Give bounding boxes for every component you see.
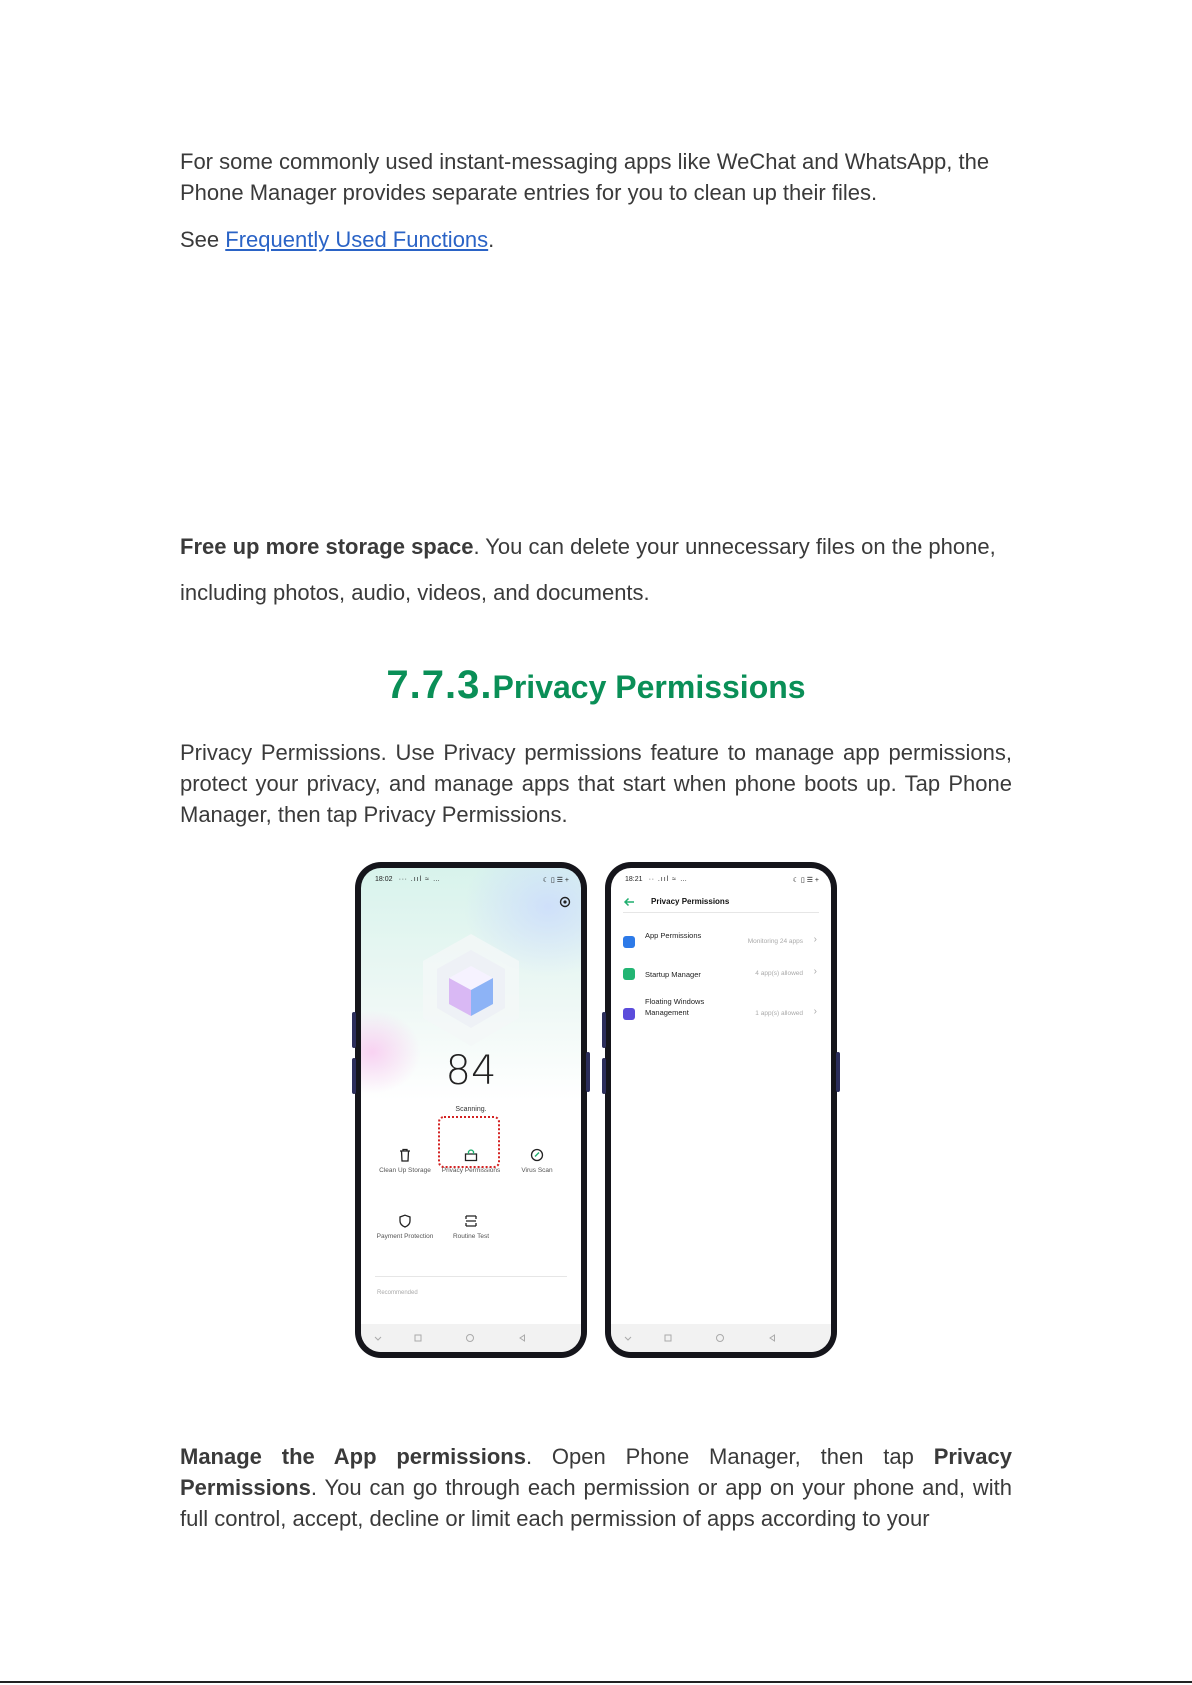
status-battery: ☾ ▯ ☰ + — [792, 877, 819, 884]
volume-button — [352, 1012, 356, 1048]
screen-title: Privacy Permissions — [651, 897, 730, 906]
volume-button — [352, 1058, 356, 1094]
back-icon[interactable] — [517, 1333, 527, 1343]
perm-label: App Permissions — [645, 931, 702, 940]
intro-paragraph — [180, 146, 1012, 208]
intro-text: For some commonly used instant-messaging apps like WeChat and WhatsApp, the Phone Manager provides separate entries for you to clean up their files. — [180, 149, 990, 205]
manage-paragraph — [180, 1441, 1012, 1534]
routine-test-icon — [464, 1214, 478, 1228]
status-bar — [625, 876, 819, 886]
perm-status: Monitoring 24 apps — [747, 938, 803, 945]
volume-button — [602, 1058, 606, 1094]
manage-bold-2: Privacy Permissions — [180, 1444, 1012, 1500]
recents-icon[interactable] — [413, 1333, 423, 1343]
section-heading — [0, 660, 1192, 719]
virus-scan-icon — [530, 1148, 544, 1162]
chevron-down-icon[interactable] — [623, 1333, 633, 1343]
trash-icon — [398, 1148, 412, 1162]
privacy-intro-text: Privacy Permissions. Use Privacy permissions feature to manage app permissions, protect your privacy, and manage apps that start when phone boots up. Tap Phone Manager, then tap Privacy Permissions. — [180, 740, 1012, 827]
perm-row-floating-windows[interactable] — [623, 996, 819, 1032]
shield-icon — [398, 1214, 412, 1228]
chevron-right-icon: › — [813, 966, 817, 977]
gear-icon[interactable] — [559, 896, 571, 908]
tool-label: Routine Test — [452, 1233, 489, 1240]
highlight-box — [438, 1116, 500, 1168]
startup-manager-icon — [623, 968, 635, 980]
perm-status: 1 app(s) allowed — [755, 1010, 803, 1017]
phone-mockup-phone-manager — [355, 862, 587, 1358]
home-icon[interactable] — [465, 1333, 475, 1343]
free-up-bold: Free up more storage space — [180, 534, 474, 559]
recommended-label: Recommended — [377, 1290, 418, 1296]
tool-label: Privacy Permissions — [441, 1167, 501, 1174]
status-signal: ∙∙ .ııl ≈ … — [649, 876, 688, 883]
phone-manager-screen — [361, 868, 581, 1352]
virus-scan-button[interactable] — [505, 1148, 569, 1175]
clean-up-storage-button[interactable] — [373, 1148, 437, 1175]
status-time: 18:21 — [625, 876, 643, 883]
privacy-permissions-screen — [611, 868, 831, 1352]
power-button — [836, 1052, 840, 1092]
perm-status: 4 app(s) allowed — [755, 970, 803, 977]
floating-windows-icon — [623, 1008, 635, 1020]
divider — [623, 912, 819, 913]
page-bottom-rule — [0, 1681, 1192, 1683]
tool-label: Clean Up Storage — [379, 1167, 431, 1174]
see-also-line — [180, 224, 1012, 255]
home-icon[interactable] — [715, 1333, 725, 1343]
free-up-line-1 — [180, 531, 1012, 562]
tool-label: Virus Scan — [521, 1167, 553, 1174]
chevron-right-icon: › — [813, 1006, 817, 1017]
top-bar — [623, 894, 819, 910]
perm-row-startup-manager[interactable] — [623, 966, 819, 982]
perm-row-app-permissions[interactable] — [623, 930, 819, 954]
routine-test-button[interactable] — [439, 1214, 503, 1241]
status-battery: ☾ ▯ ☰ + — [542, 877, 569, 884]
privacy-intro-paragraph — [180, 737, 1012, 830]
recents-icon[interactable] — [663, 1333, 673, 1343]
back-icon[interactable] — [767, 1333, 777, 1343]
chevron-down-icon[interactable] — [373, 1333, 383, 1343]
perm-label: Floating Windows Management — [645, 997, 705, 1017]
navigation-bar — [611, 1324, 831, 1352]
perm-label: Startup Manager — [645, 970, 701, 979]
power-button — [586, 1052, 590, 1092]
scanning-label: Scanning. — [455, 1106, 487, 1113]
status-signal: ∙∙∙ .ııl ≈ … — [399, 876, 441, 883]
see-prefix: See — [180, 227, 226, 252]
free-up-line-2 — [180, 577, 1012, 608]
scan-score: 84 — [445, 1048, 497, 1094]
chevron-right-icon: › — [813, 934, 817, 945]
section-title: Privacy Permissions — [492, 669, 806, 705]
cube-illustration-icon — [409, 928, 533, 1052]
phone-mockup-privacy-permissions — [605, 862, 837, 1358]
back-arrow-icon[interactable] — [623, 897, 635, 907]
navigation-bar — [361, 1324, 581, 1352]
volume-button — [602, 1012, 606, 1048]
manage-text-2: . You can go through each permission or app on your phone and, with full control, accept, decline or limit each permission of apps according to your — [180, 1475, 1012, 1531]
manage-bold-1: Manage the App permissions — [180, 1444, 526, 1469]
manage-text-1: . Open Phone Manager, then tap — [525, 1444, 934, 1469]
divider — [375, 1276, 567, 1277]
status-time: 18:02 — [375, 876, 393, 883]
tool-label: Payment Protection — [376, 1233, 434, 1240]
free-up-rest: . You can delete your unnecessary files on the phone, — [473, 534, 996, 559]
free-up-line2-text: including photos, audio, videos, and documents. — [180, 580, 650, 605]
status-bar — [375, 876, 569, 886]
section-number: 7.7.3. — [386, 663, 493, 707]
app-permissions-icon — [623, 936, 635, 948]
see-suffix: . — [488, 227, 495, 252]
frequently-used-functions-link[interactable]: Frequently Used Functions — [225, 227, 489, 252]
payment-protection-button[interactable] — [373, 1214, 437, 1241]
